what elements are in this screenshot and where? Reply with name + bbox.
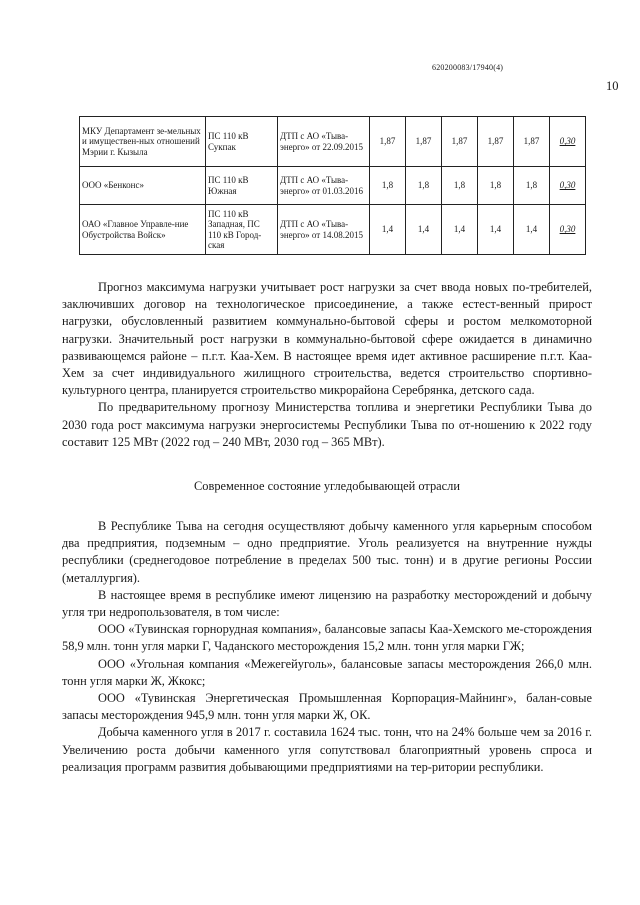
paragraph: ООО «Угольная компания «Межегейуголь», балансовые запасы месторождения 266,0 млн. тонн угля марки Ж, Жкокс;: [62, 656, 592, 688]
value-cell: 1,87: [478, 117, 514, 167]
coal-section: [62, 518, 592, 776]
value-cell: 1,87: [406, 117, 442, 167]
value-cell: 1,8: [514, 167, 550, 205]
paragraph: По предварительному прогнозу Министерства топлива и энергетики Республики Тыва до 2030 года рост максимума нагрузки энергосистемы Республики Тыва по от-ношению к 2022 году составит 125 МВт (2022 год – 240 МВт, 2030 год – 365 МВт).: [62, 400, 592, 449]
substation-cell: ПС 110 кВ Южная: [206, 167, 278, 205]
value-cell: 1,87: [514, 117, 550, 167]
load-table: [79, 116, 586, 255]
value-cell: 1,4: [514, 205, 550, 255]
substation-cell: ПС 110 кВ Сукпак: [206, 117, 278, 167]
last-value-cell: 0,30: [550, 167, 586, 205]
org-cell: ООО «Бенконс»: [80, 167, 206, 205]
value-cell: 1,87: [442, 117, 478, 167]
forecast-section: [62, 279, 592, 451]
value-cell: 1,87: [370, 117, 406, 167]
value-cell: 1,4: [406, 205, 442, 255]
value-cell: 1,4: [478, 205, 514, 255]
dtp-cell: ДТП с АО «Тыва-энерго» от 14.08.2015: [278, 205, 370, 255]
paragraph: Добыча каменного угля в 2017 г. составила 1624 тыс. тонн, что на 24% больше чем за 2016 г. Увеличению роста добычи каменного угля сопутствовал благоприятный уровень спроса и реализация программ развития добывающими предприятиями на тер-ритории республики.: [62, 725, 592, 774]
last-value-cell: 0,30: [550, 205, 586, 255]
value-cell: 1,4: [442, 205, 478, 255]
page-number: 10: [606, 79, 619, 93]
section-heading: Современное состояние угледобывающей отрасли: [194, 479, 460, 493]
org-cell: ОАО «Главное Управле-ние Обустройства Войск»: [80, 205, 206, 255]
document-id: 620200083/17940(4): [432, 63, 504, 72]
value-cell: 1,4: [370, 205, 406, 255]
dtp-cell: ДТП с АО «Тыва-энерго» от 22.09.2015: [278, 117, 370, 167]
paragraph: ООО «Тувинская Энергетическая Промышленная Корпорация-Майнинг», балан-совые запасы месторождения 945,9 млн. тонн угля марки Ж, ОК.: [62, 691, 592, 723]
paragraph: ООО «Тувинская горнорудная компания», балансовые запасы Каа-Хемского ме-сторождения 58,9 млн. тонн угля марки Г, Чаданского месторождения 15,2 млн. тонн угля марки ГЖ;: [62, 622, 592, 654]
value-cell: 1,8: [406, 167, 442, 205]
table-row: [80, 117, 586, 167]
table-row: [80, 167, 586, 205]
dtp-cell: ДТП с АО «Тыва-энерго» от 01.03.2016: [278, 167, 370, 205]
table-row: [80, 205, 586, 255]
substation-cell: ПС 110 кВ Западная, ПС 110 кВ Город-ская: [206, 205, 278, 255]
value-cell: 1,8: [370, 167, 406, 205]
last-value-cell: 0,30: [550, 117, 586, 167]
paragraph: В настоящее время в республике имеют лицензию на разработку месторождений и добычу угля три недропользователя, в том числе:: [62, 587, 592, 620]
org-cell: МКУ Департамент зе-мельных и имуществен-ных отношений Мэрии г. Кызыла: [80, 117, 206, 167]
paragraph: В Республике Тыва на сегодня осуществляют добычу каменного угля карьерным способом два предприятия, подземным – одно предприятие. Уголь реализуется на внутренние нужды республики (среднегодовое потребление в пределах 500 тыс. тонн) и в другие регионы России (металлургия).: [62, 519, 592, 585]
value-cell: 1,8: [478, 167, 514, 205]
value-cell: 1,8: [442, 167, 478, 205]
paragraph: Прогноз максимума нагрузки учитывает рост нагрузки за счет ввода новых по-требителей, заключивших договор на технологическое присоединение, а также естест-венный прирост нагрузки, обусловленный развитием коммунально-бытовой сферы и ростом мелкомоторной нагрузки. Значительный рост нагрузки в коммунально-бытовой сфере ожидается в динамично развивающемся районе – п.г.т. Каа-Хем. В настоящее время идет активное расширение п.г.т. Каа-Хем за счет индивидуального жилищного строительства, ведется строительство спортивно-культурного центра, планируется строительство микрорайона Серебрянка, детского сада.: [62, 280, 592, 398]
